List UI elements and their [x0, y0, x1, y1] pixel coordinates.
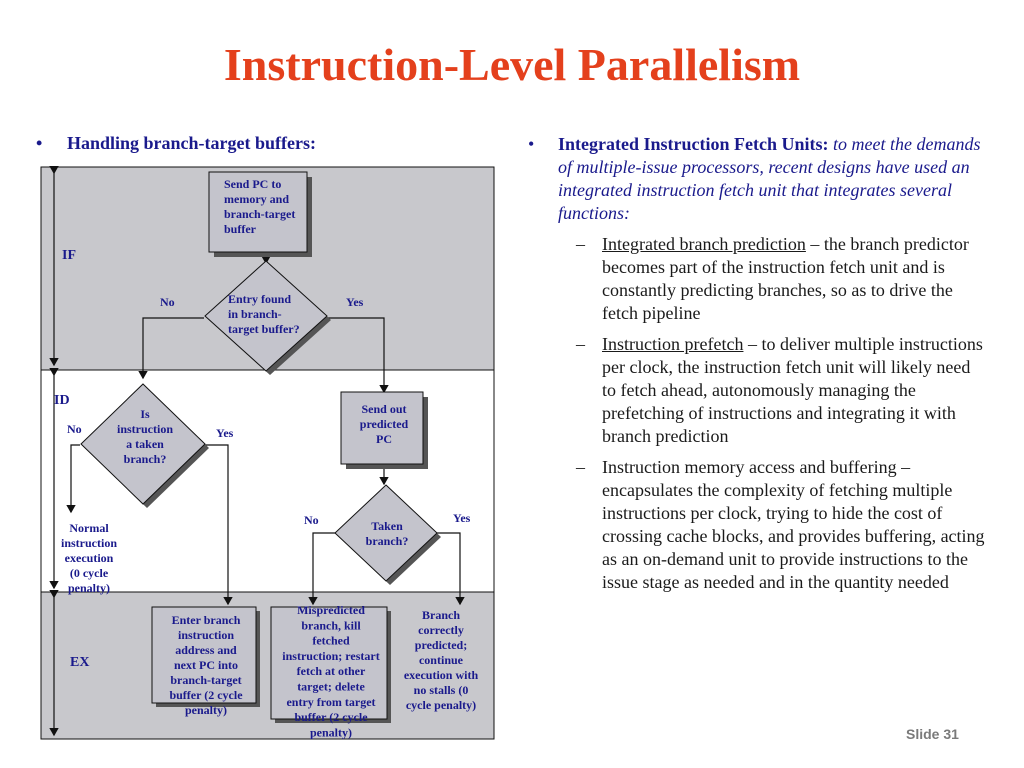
label-line: Is: [140, 407, 150, 421]
slide-title: Instruction-Level Parallelism: [223, 39, 801, 90]
label-line: buffer (2 cycle: [169, 688, 243, 702]
sub-item-memory-access: [528, 456, 988, 594]
label-line: execution: [64, 551, 114, 565]
label-line: branch?: [365, 534, 409, 548]
label-line: (0 cycle: [69, 566, 109, 580]
label-line: target buffer?: [228, 322, 300, 336]
label-line: next PC into: [174, 658, 238, 672]
taken-yes-label: Yes: [453, 511, 471, 525]
ex-label: EX: [70, 655, 90, 670]
id-label: ID: [54, 393, 70, 408]
entry-yes-label: Yes: [346, 295, 364, 309]
label-line: a taken: [126, 437, 164, 451]
label-line: predicted: [359, 417, 409, 431]
label-line: penalty): [310, 725, 352, 740]
label-line: memory and: [224, 192, 289, 206]
dash-marker: –: [576, 334, 585, 354]
label-line: predicted;: [414, 638, 468, 652]
integrated-fetch-bullet: [528, 133, 988, 225]
label-line: buffer: [224, 222, 256, 236]
sub-item-prefetch: [528, 333, 988, 448]
taken-no-label: No: [304, 513, 319, 527]
label-line: address and: [175, 643, 237, 657]
label-line: correctly: [418, 623, 464, 637]
right-column: [528, 133, 988, 594]
label-line: Branch: [421, 608, 461, 622]
label-line: execution with: [403, 668, 479, 682]
label-line: Send PC to: [224, 177, 282, 191]
sub-item-term: Integrated branch prediction: [602, 234, 806, 254]
label-line: Taken: [371, 519, 403, 533]
dash-marker: –: [576, 457, 585, 477]
is-taken-no-label: No: [67, 422, 82, 436]
dash-marker: –: [576, 234, 585, 254]
label-line: fetch at other: [296, 664, 366, 679]
label-line: buffer (2 cycle: [294, 710, 368, 725]
label-line: penalty): [68, 581, 110, 595]
label-line: Send out: [361, 402, 407, 416]
bullet-marker: •: [36, 133, 43, 153]
label-line: continue: [418, 653, 464, 667]
label-line: instruction: [60, 536, 118, 550]
label-line: Normal: [69, 521, 109, 535]
is-taken-yes-label: Yes: [216, 426, 234, 440]
sub-item-text: – to deliver multiple instructions per clock, the instruction fetch unit will likely need to fetch ahead, autonomously managing the prefetching of instructions and integrating it with branch prediction: [602, 334, 983, 446]
label-line: branch, kill: [301, 618, 361, 633]
bullet-marker: •: [528, 134, 535, 154]
label-line: Mispredicted: [297, 603, 365, 617]
label-line: penalty): [185, 703, 227, 717]
label-line: fetched: [312, 633, 350, 648]
enter-branch-text: [169, 613, 243, 717]
entry-no-label: No: [160, 295, 175, 309]
label-line: branch?: [123, 452, 167, 466]
label-line: entry from target: [286, 694, 376, 709]
left-heading: Handling branch-target buffers:: [67, 133, 316, 153]
slide-number: Slide 31: [906, 726, 959, 742]
label-line: no stalls (0: [413, 683, 469, 697]
label-line: cycle penalty): [405, 698, 477, 712]
sub-item-text: Instruction memory access and buffering – encapsulates the complexity of fetching multiple instructions per clock, trying to hide the cost of crossing cache blocks, and provides buffering, acting as an on-demand unit to provide instructions to the issue stage as needed and in the quantity needed: [602, 457, 985, 592]
label-line: Entry found: [228, 292, 292, 306]
if-label: IF: [62, 248, 76, 263]
integrated-fetch-heading: Integrated Instruction Fetch Units:: [558, 134, 829, 154]
label-line: instruction: [116, 422, 174, 436]
label-line: PC: [376, 432, 392, 446]
taken-branch-text: [366, 519, 409, 548]
label-line: branch-target: [224, 207, 296, 221]
label-line: instruction; restart: [282, 648, 380, 663]
sub-item-term: Instruction prefetch: [602, 334, 744, 354]
sub-item-text: – the branch predictor becomes part of the instruction fetch unit and is constantly predicting branches, so as to drive the fetch pipeline: [602, 234, 969, 323]
label-line: instruction: [177, 628, 235, 642]
integrated-fetch-description: to meet the demands of multiple-issue processors, recent designs have used an integrated instruction fetch unit that integrates several functions:: [558, 134, 981, 223]
label-line: in branch-: [228, 307, 282, 321]
label-line: target; delete: [297, 679, 365, 694]
sub-item-branch-prediction: [528, 233, 988, 325]
label-line: branch-target: [170, 673, 242, 687]
label-line: Enter branch: [171, 613, 241, 627]
